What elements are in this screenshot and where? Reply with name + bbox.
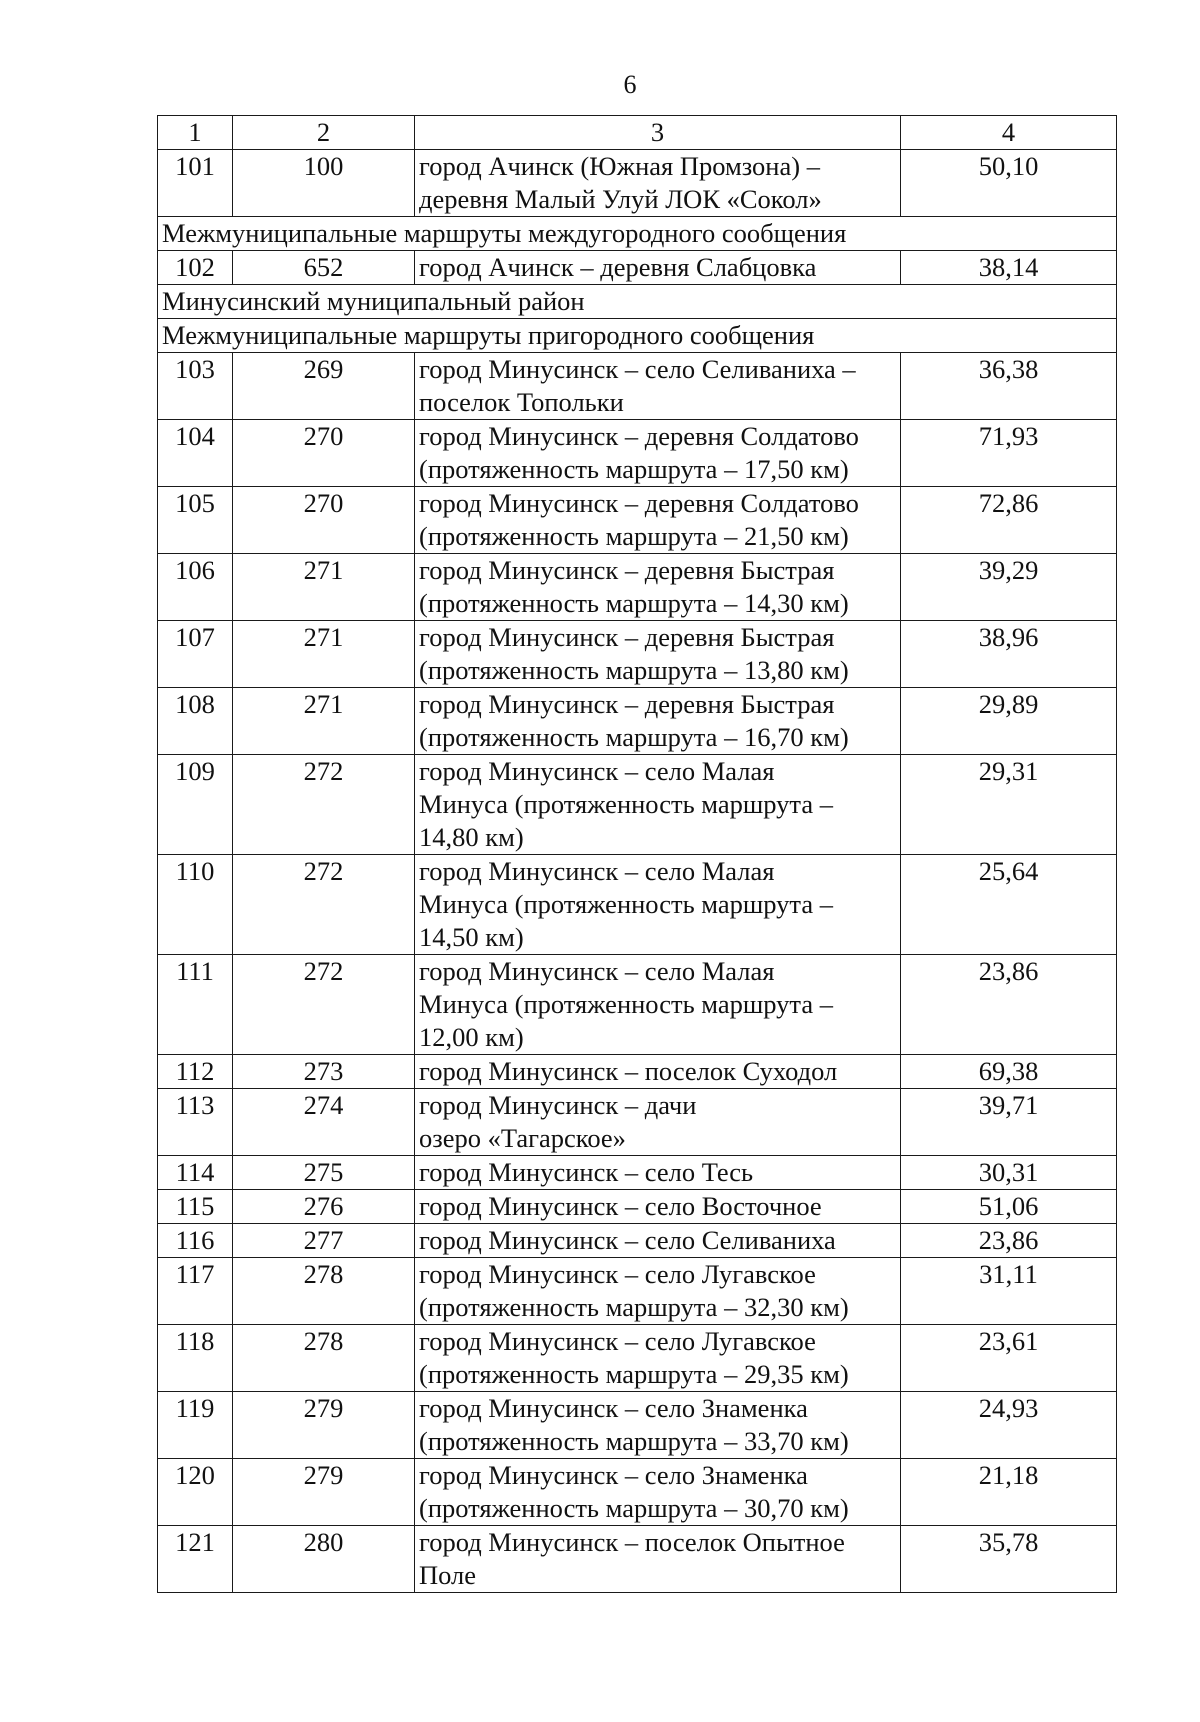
route-name: город Ачинск (Южная Промзона) – деревня Малый Улуй ЛОК «Сокол» — [415, 150, 901, 217]
route-value: 25,64 — [901, 855, 1117, 955]
route-number: 100 — [233, 150, 415, 217]
route-value: 29,89 — [901, 688, 1117, 755]
route-number: 273 — [233, 1055, 415, 1089]
route-value: 24,93 — [901, 1392, 1117, 1459]
route-value: 69,38 — [901, 1055, 1117, 1089]
route-number: 279 — [233, 1459, 415, 1526]
table-row — [158, 251, 1117, 285]
route-name: город Минусинск – деревня Быстрая (протяженность маршрута – 16,70 км) — [415, 688, 901, 755]
route-number: 275 — [233, 1156, 415, 1190]
row-number: 107 — [158, 621, 233, 688]
route-name: город Минусинск – деревня Солдатово (протяженность маршрута – 17,50 км) — [415, 420, 901, 487]
route-number: 274 — [233, 1089, 415, 1156]
table-row — [158, 1055, 1117, 1089]
route-value: 39,71 — [901, 1089, 1117, 1156]
route-number: 278 — [233, 1258, 415, 1325]
route-name: город Минусинск – село Знаменка (протяженность маршрута – 33,70 км) — [415, 1392, 901, 1459]
row-number: 106 — [158, 554, 233, 621]
header-cell-3: 3 — [415, 116, 901, 150]
route-name: город Ачинск – деревня Слабцовка — [415, 251, 901, 285]
route-value: 23,61 — [901, 1325, 1117, 1392]
table-row — [158, 1459, 1117, 1526]
route-name: город Минусинск – деревня Быстрая (протяженность маршрута – 14,30 км) — [415, 554, 901, 621]
route-number: 271 — [233, 688, 415, 755]
routes-table-body — [158, 116, 1117, 1593]
route-name: город Минусинск – село Малая Минуса (протяженность маршрута – 14,50 км) — [415, 855, 901, 955]
row-number: 110 — [158, 855, 233, 955]
table-row — [158, 855, 1117, 955]
route-name: город Минусинск – село Малая Минуса (протяженность маршрута – 14,80 км) — [415, 755, 901, 855]
table-row — [158, 1156, 1117, 1190]
route-value: 21,18 — [901, 1459, 1117, 1526]
row-number: 111 — [158, 955, 233, 1055]
section-row — [158, 217, 1117, 251]
table-row — [158, 150, 1117, 217]
section-title: Минусинский муниципальный район — [158, 285, 1117, 319]
table-row — [158, 1224, 1117, 1258]
row-number: 101 — [158, 150, 233, 217]
route-number: 270 — [233, 487, 415, 554]
route-value: 30,31 — [901, 1156, 1117, 1190]
route-number: 277 — [233, 1224, 415, 1258]
table-row — [158, 554, 1117, 621]
route-value: 38,14 — [901, 251, 1117, 285]
route-number: 272 — [233, 855, 415, 955]
row-number: 116 — [158, 1224, 233, 1258]
route-number: 652 — [233, 251, 415, 285]
row-number: 117 — [158, 1258, 233, 1325]
section-title: Межмуниципальные маршруты пригородного сообщения — [158, 319, 1117, 353]
route-name: город Минусинск – село Лугавское (протяженность маршрута – 32,30 км) — [415, 1258, 901, 1325]
route-number: 279 — [233, 1392, 415, 1459]
route-name: город Минусинск – село Селиваниха – поселок Топольки — [415, 353, 901, 420]
row-number: 113 — [158, 1089, 233, 1156]
route-number: 269 — [233, 353, 415, 420]
route-value: 72,86 — [901, 487, 1117, 554]
header-cell-2: 2 — [233, 116, 415, 150]
route-number: 270 — [233, 420, 415, 487]
route-value: 71,93 — [901, 420, 1117, 487]
route-number: 280 — [233, 1526, 415, 1593]
route-number: 276 — [233, 1190, 415, 1224]
row-number: 108 — [158, 688, 233, 755]
route-value: 23,86 — [901, 1224, 1117, 1258]
table-row — [158, 1325, 1117, 1392]
route-value: 36,38 — [901, 353, 1117, 420]
route-name: город Минусинск – поселок Опытное Поле — [415, 1526, 901, 1593]
table-row — [158, 688, 1117, 755]
row-number: 114 — [158, 1156, 233, 1190]
route-value: 31,11 — [901, 1258, 1117, 1325]
header-cell-4: 4 — [901, 116, 1117, 150]
route-name: город Минусинск – село Селиваниха — [415, 1224, 901, 1258]
route-value: 39,29 — [901, 554, 1117, 621]
row-number: 115 — [158, 1190, 233, 1224]
table-row — [158, 1089, 1117, 1156]
row-number: 118 — [158, 1325, 233, 1392]
route-name: город Минусинск – деревня Быстрая (протяженность маршрута – 13,80 км) — [415, 621, 901, 688]
route-name: город Минусинск – деревня Солдатово (протяженность маршрута – 21,50 км) — [415, 487, 901, 554]
table-row — [158, 1190, 1117, 1224]
page-number: 6 — [623, 70, 637, 99]
section-title: Межмуниципальные маршруты междугородного сообщения — [158, 217, 1117, 251]
row-number: 105 — [158, 487, 233, 554]
routes-table — [157, 115, 1117, 1593]
route-name: город Минусинск – село Малая Минуса (протяженность маршрута – 12,00 км) — [415, 955, 901, 1055]
table-row — [158, 487, 1117, 554]
row-number: 112 — [158, 1055, 233, 1089]
section-row — [158, 285, 1117, 319]
route-value: 35,78 — [901, 1526, 1117, 1593]
table-row — [158, 1526, 1117, 1593]
row-number: 104 — [158, 420, 233, 487]
table-row — [158, 621, 1117, 688]
header-cell-1: 1 — [158, 116, 233, 150]
section-row — [158, 319, 1117, 353]
route-name: город Минусинск – село Восточное — [415, 1190, 901, 1224]
route-name: город Минусинск – поселок Суходол — [415, 1055, 901, 1089]
route-value: 51,06 — [901, 1190, 1117, 1224]
table-row — [158, 1258, 1117, 1325]
route-name: город Минусинск – дачи озеро «Тагарское» — [415, 1089, 901, 1156]
table-header-row — [158, 116, 1117, 150]
row-number: 102 — [158, 251, 233, 285]
route-number: 271 — [233, 621, 415, 688]
table-row — [158, 353, 1117, 420]
row-number: 103 — [158, 353, 233, 420]
route-number: 271 — [233, 554, 415, 621]
row-number: 109 — [158, 755, 233, 855]
route-value: 23,86 — [901, 955, 1117, 1055]
table-row — [158, 755, 1117, 855]
route-value: 38,96 — [901, 621, 1117, 688]
route-name: город Минусинск – село Тесь — [415, 1156, 901, 1190]
route-number: 272 — [233, 755, 415, 855]
table-row — [158, 1392, 1117, 1459]
route-name: город Минусинск – село Лугавское (протяженность маршрута – 29,35 км) — [415, 1325, 901, 1392]
route-value: 50,10 — [901, 150, 1117, 217]
table-row — [158, 955, 1117, 1055]
row-number: 120 — [158, 1459, 233, 1526]
route-name: город Минусинск – село Знаменка (протяженность маршрута – 30,70 км) — [415, 1459, 901, 1526]
row-number: 119 — [158, 1392, 233, 1459]
row-number: 121 — [158, 1526, 233, 1593]
route-number: 278 — [233, 1325, 415, 1392]
route-number: 272 — [233, 955, 415, 1055]
route-value: 29,31 — [901, 755, 1117, 855]
table-row — [158, 420, 1117, 487]
